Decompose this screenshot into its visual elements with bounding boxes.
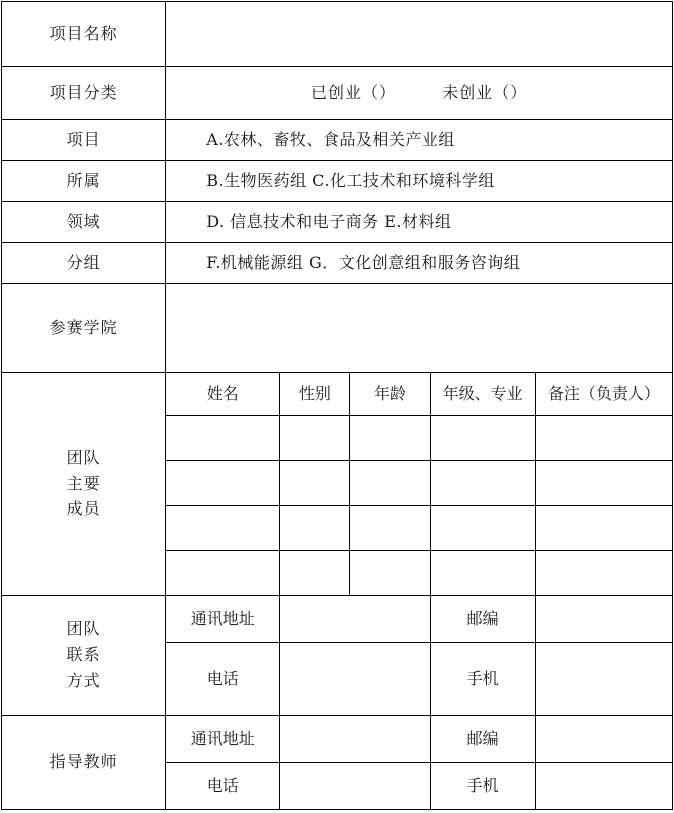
label-instructor-phone: 电话 [166, 763, 280, 810]
label-team-contact-line-3: 方式 [66, 670, 101, 690]
label-team-postcode: 邮编 [430, 596, 535, 643]
label-team-members-line-1: 团队 [66, 447, 101, 467]
field-instructor-phone-value[interactable] [280, 763, 430, 810]
field-team-mobile-value[interactable] [535, 643, 672, 716]
cell-member-4-grade-major[interactable] [430, 551, 535, 596]
label-instructor-mobile: 手机 [430, 763, 535, 810]
field-domain-option-a[interactable] [166, 120, 673, 161]
label-instructor: 指导教师 [2, 716, 166, 810]
field-instructor-mobile-value[interactable] [535, 763, 672, 810]
label-team-contact-line-1: 团队 [66, 619, 101, 639]
label-college: 参赛学院 [2, 284, 166, 373]
field-domain-option-d[interactable] [166, 243, 673, 284]
cell-member-2-name[interactable] [166, 461, 280, 506]
cell-member-3-remark[interactable] [535, 506, 672, 551]
field-college-value[interactable] [166, 284, 673, 373]
row-project-name [2, 2, 673, 67]
row-project-classification [2, 67, 673, 120]
label-project-domain-line-1: 项目 [2, 120, 166, 161]
cell-member-2-age[interactable] [350, 461, 430, 506]
column-header-grade-major: 年级、专业 [430, 373, 535, 416]
cell-member-4-age[interactable] [350, 551, 430, 596]
label-team-members-line-3: 成员 [66, 499, 101, 519]
cell-member-1-age[interactable] [350, 416, 430, 461]
cell-member-3-age[interactable] [350, 506, 430, 551]
row-project-domain-a [2, 120, 673, 161]
option-not-started[interactable]: 未创业（） [442, 82, 528, 102]
column-header-name: 姓名 [166, 373, 280, 416]
label-team-contact-line-2: 联系 [66, 645, 101, 665]
row-project-domain-d [2, 243, 673, 284]
cell-member-4-gender[interactable] [280, 551, 350, 596]
cell-member-2-remark[interactable] [535, 461, 672, 506]
column-header-age: 年龄 [350, 373, 430, 416]
row-project-domain-c [2, 202, 673, 243]
label-project-domain-line-4: 分组 [2, 243, 166, 284]
cell-member-3-gender[interactable] [280, 506, 350, 551]
field-domain-option-b[interactable] [166, 161, 673, 202]
label-instructor-address: 通讯地址 [166, 716, 280, 763]
column-header-gender: 性别 [280, 373, 350, 416]
cell-member-3-name[interactable] [166, 506, 280, 551]
cell-member-1-gender[interactable] [280, 416, 350, 461]
field-team-phone-value[interactable] [280, 643, 430, 716]
label-team-members [2, 373, 166, 596]
row-team-members-header [2, 373, 673, 416]
field-team-address-value[interactable] [280, 596, 430, 643]
option-already-started[interactable]: 已创业（） [311, 82, 397, 102]
cell-member-2-grade-major[interactable] [430, 461, 535, 506]
field-team-postcode-value[interactable] [535, 596, 672, 643]
domain-option-b-text: B.生物医药组 C.化工技术和环境科学组 [206, 170, 495, 190]
cell-member-1-grade-major[interactable] [430, 416, 535, 461]
label-project-domain-line-2: 所属 [2, 161, 166, 202]
row-project-domain-b [2, 161, 673, 202]
application-form-table [1, 1, 673, 810]
label-team-members-line-2: 主要 [66, 473, 101, 493]
domain-option-c-text: D. 信息技术和电子商务 E.材料组 [206, 211, 452, 231]
row-team-contact-address [2, 596, 673, 643]
cell-member-1-remark[interactable] [535, 416, 672, 461]
cell-member-1-name[interactable] [166, 416, 280, 461]
domain-option-a-text: A.农林、畜牧、食品及相关产业组 [206, 129, 455, 149]
column-header-remark-leader: 备注（负责人） [535, 373, 672, 416]
domain-option-d-text: F.机械能源组 G．文化创意组和服务咨询组 [206, 252, 521, 272]
field-project-name-value[interactable] [166, 2, 673, 67]
label-team-mobile: 手机 [430, 643, 535, 716]
cell-member-2-gender[interactable] [280, 461, 350, 506]
field-project-classification-options [166, 67, 673, 120]
label-project-domain-line-3: 领域 [2, 202, 166, 243]
field-instructor-address-value[interactable] [280, 716, 430, 763]
document-page [0, 1, 674, 813]
field-domain-option-c[interactable] [166, 202, 673, 243]
label-team-phone: 电话 [166, 643, 280, 716]
label-team-address: 通讯地址 [166, 596, 280, 643]
row-college [2, 284, 673, 373]
label-instructor-postcode: 邮编 [430, 716, 535, 763]
cell-member-3-grade-major[interactable] [430, 506, 535, 551]
label-team-contact [2, 596, 166, 716]
cell-member-4-name[interactable] [166, 551, 280, 596]
label-project-classification: 项目分类 [2, 67, 166, 120]
field-instructor-postcode-value[interactable] [535, 716, 672, 763]
cell-member-4-remark[interactable] [535, 551, 672, 596]
label-project-name: 项目名称 [2, 2, 166, 67]
row-instructor-address [2, 716, 673, 763]
